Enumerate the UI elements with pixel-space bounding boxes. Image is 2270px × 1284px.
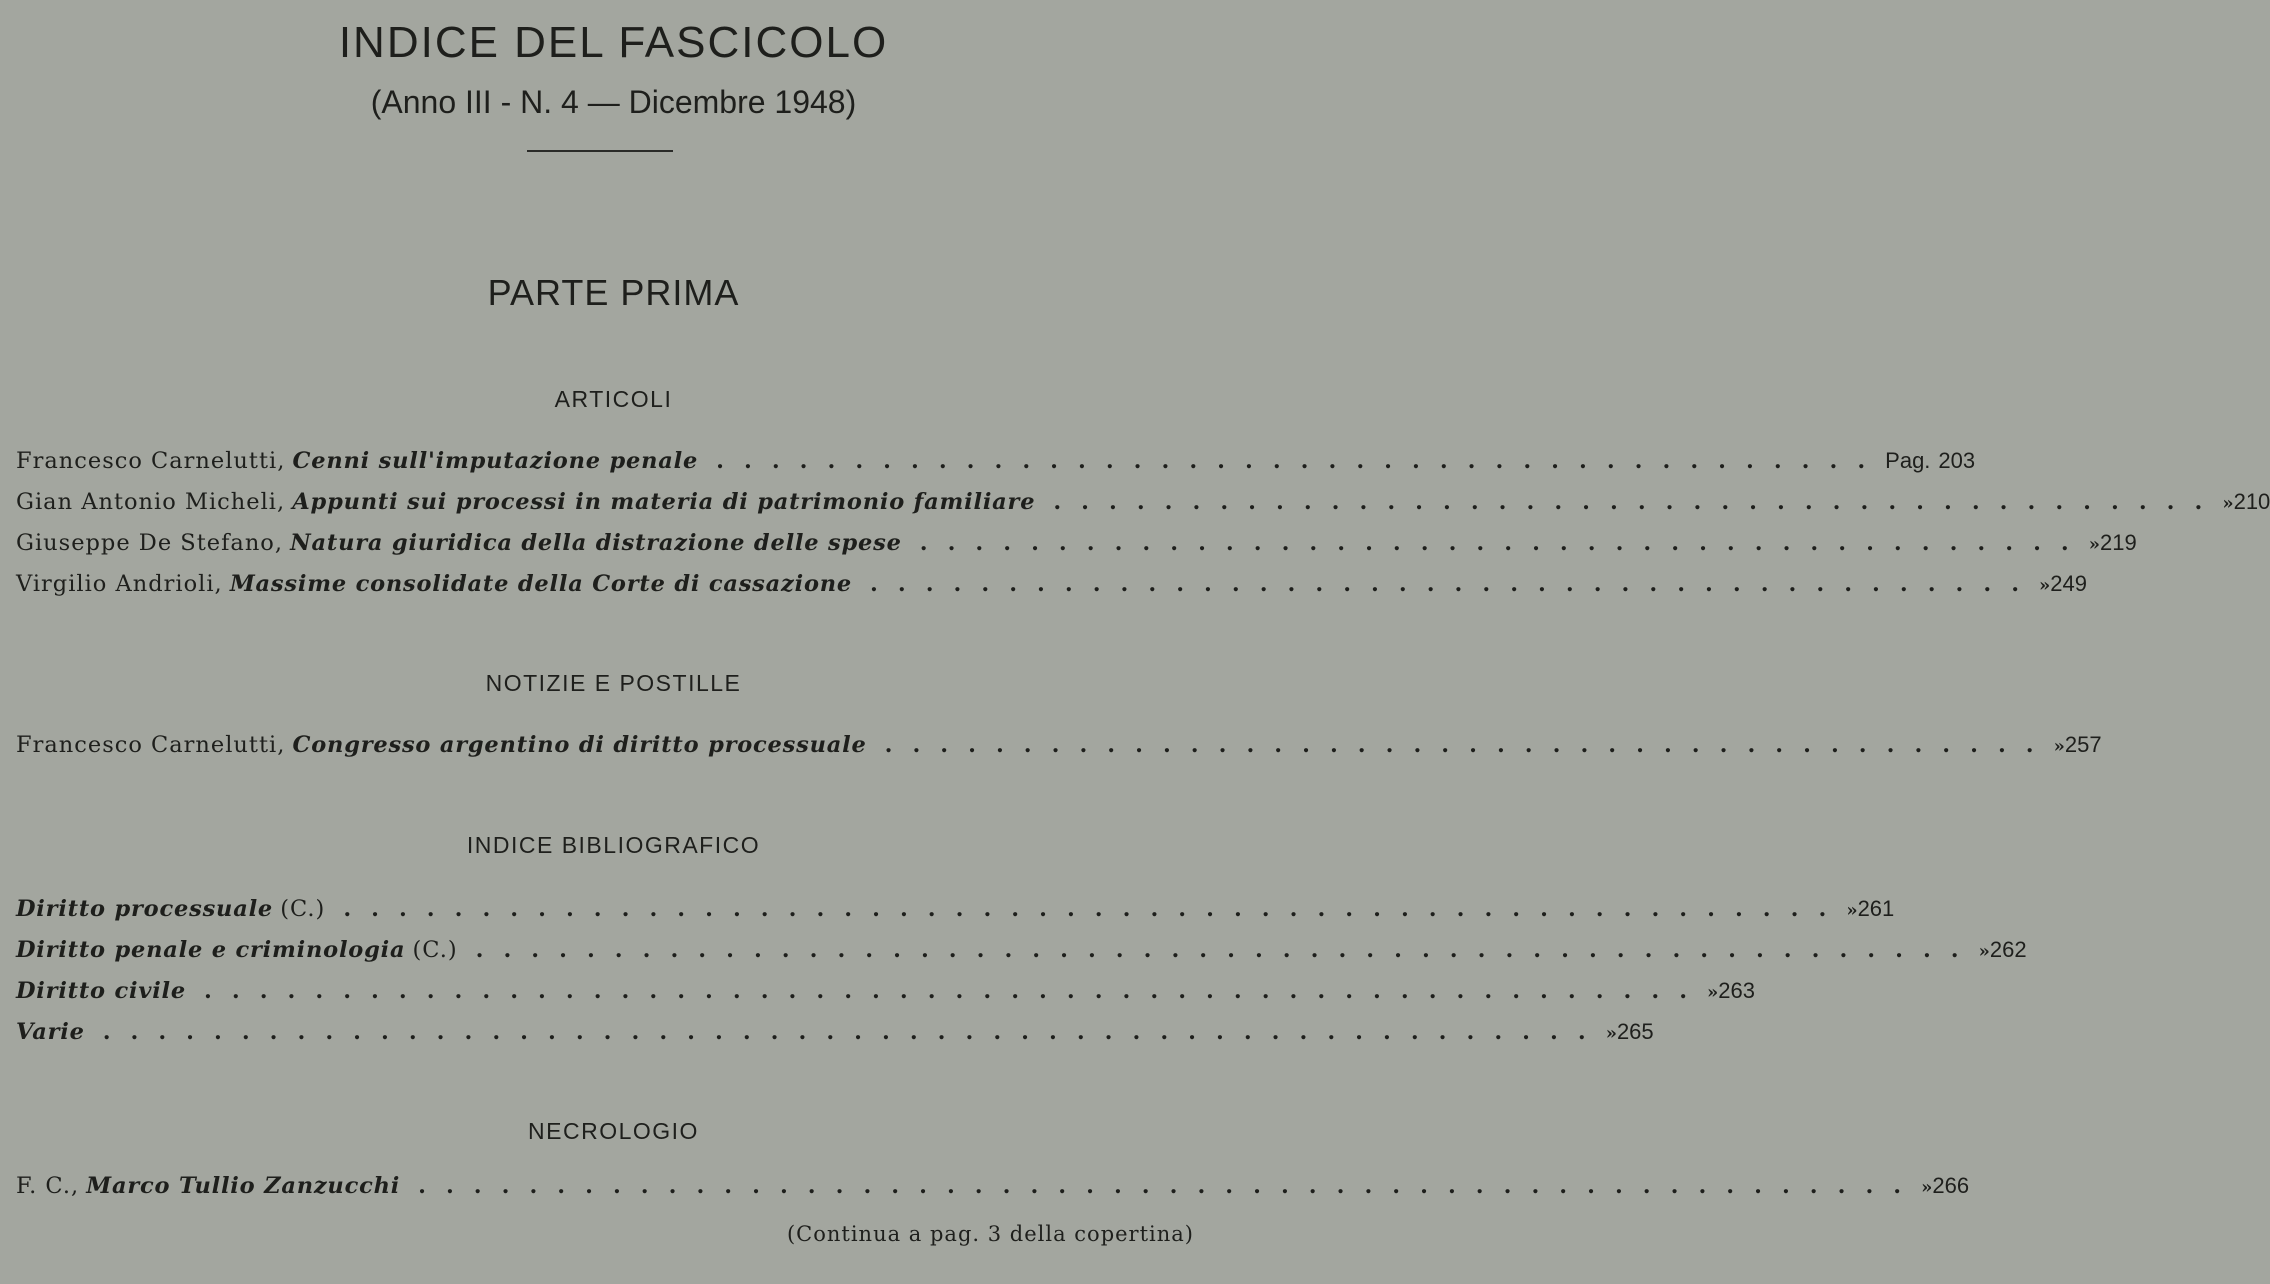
- dot-leader: ......................................................: [475, 937, 1979, 963]
- entry-author: Virgilio Andrioli,: [16, 571, 223, 597]
- dot-leader: ..........................................: [1053, 489, 2223, 515]
- title-divider: [527, 150, 673, 152]
- ditto-mark: »: [1707, 982, 1719, 1003]
- entry-title: Marco Tullio Zanzucchi: [86, 1173, 401, 1199]
- toc-entry: [16, 978, 1755, 1012]
- entry-author: Francesco Carnelutti,: [16, 732, 286, 758]
- toc-entry: [16, 448, 1976, 482]
- page-number: 263: [1718, 978, 1755, 1003]
- toc-entry: [16, 896, 1895, 930]
- dot-leader: ..........................................: [716, 448, 1886, 474]
- entry-title: Massime consolidate della Corte di cassazione: [229, 571, 853, 597]
- entry-suffix: (C.): [412, 937, 458, 963]
- dot-leader: ......................................................: [102, 1019, 1606, 1045]
- entry-author: Giuseppe De Stefano,: [16, 530, 284, 556]
- dot-leader: ..........................................: [870, 571, 2040, 597]
- ditto-mark: »: [1846, 900, 1858, 921]
- ditto-mark: »: [2222, 493, 2234, 514]
- page-number: 266: [1932, 1173, 1970, 1198]
- section-heading-necrologio: NECROLOGIO: [528, 1118, 699, 1144]
- issue-subtitle: (Anno III - N. 4 — Dicembre 1948): [370, 84, 857, 120]
- entry-author: Gian Antonio Micheli,: [16, 489, 286, 515]
- page-number: 219: [2099, 530, 2137, 555]
- toc-entry: [16, 571, 2087, 605]
- section-heading-notizie: NOTIZIE E POSTILLE: [485, 670, 742, 696]
- dot-leader: ..........................................: [919, 530, 2089, 556]
- page-prefix: Pag.: [1885, 448, 1931, 473]
- index-title: INDICE DEL FASCICOLO: [338, 18, 889, 67]
- entry-title: Diritto penale e criminologia: [16, 937, 406, 963]
- page-number: 262: [1989, 937, 2027, 962]
- toc-entry: [16, 1019, 1654, 1053]
- dot-leader: ..........................................: [884, 732, 2054, 758]
- ditto-mark: »: [1605, 1023, 1617, 1044]
- entry-title: Cenni sull'imputazione penale: [292, 448, 699, 474]
- entry-title: Diritto civile: [16, 978, 187, 1004]
- toc-entry: [16, 489, 2270, 523]
- ditto-mark: »: [2088, 534, 2100, 555]
- toc-entry: [16, 937, 2027, 971]
- entry-title: Congresso argentino di diritto processuale: [292, 732, 867, 758]
- part-title: PARTE PRIMA: [487, 272, 740, 313]
- dot-leader: ......................................................: [343, 896, 1847, 922]
- section-heading-articoli: ARTICOLI: [554, 386, 673, 412]
- continuation-note: (Continua a pag. 3 della copertina): [786, 1222, 1194, 1246]
- entry-suffix: (C.): [280, 896, 326, 922]
- page-number: 261: [1857, 896, 1895, 921]
- toc-entry: [16, 1173, 1970, 1207]
- ditto-mark: »: [2039, 575, 2051, 596]
- entry-title: Appunti sui processi in materia di patrimonio familiare: [292, 489, 1036, 515]
- entry-author: F. C.,: [16, 1173, 80, 1199]
- ditto-mark: »: [2053, 736, 2065, 757]
- ditto-mark: »: [1921, 1177, 1933, 1198]
- dot-leader: ......................................................: [418, 1173, 1922, 1199]
- section-heading-bibliografico: INDICE BIBLIOGRAFICO: [466, 832, 761, 858]
- page-number: 265: [1616, 1019, 1654, 1044]
- page-number: 210: [2233, 489, 2270, 514]
- toc-entry: [16, 732, 2102, 766]
- entry-title: Diritto processuale: [16, 896, 274, 922]
- page-number: 203: [1938, 448, 1976, 473]
- dot-leader: ......................................................: [204, 978, 1708, 1004]
- entry-author: Francesco Carnelutti,: [16, 448, 286, 474]
- page-number: 249: [2050, 571, 2087, 596]
- page-number: 257: [2064, 732, 2102, 757]
- entry-title: Natura giuridica della distrazione delle spese: [290, 530, 902, 556]
- toc-entry: [16, 530, 2137, 564]
- ditto-mark: »: [1978, 941, 1990, 962]
- entry-title: Varie: [16, 1019, 85, 1045]
